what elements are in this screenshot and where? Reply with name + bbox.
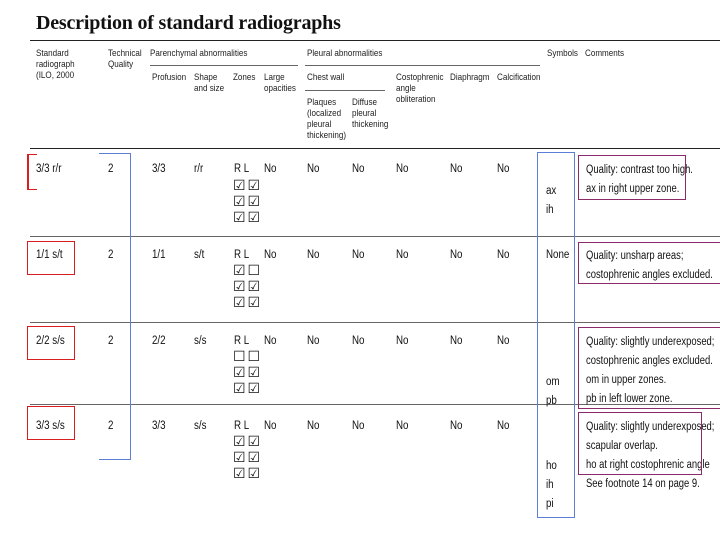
chest-wall-rule <box>305 90 385 91</box>
header-shape-size: Shape and size <box>194 72 225 94</box>
standard-cell: 3/3 s/s <box>36 420 65 432</box>
highlight-bracket-quality <box>99 153 131 460</box>
highlight-box-standard-3 <box>27 326 75 360</box>
header-parenchymal: Parenchymal abnormalities <box>150 48 248 59</box>
zone-checkboxes: ☐☐ ☑☑ ☑☑ <box>233 349 263 397</box>
quality-cell: 2 <box>108 420 114 432</box>
comments-cell: Quality: slightly underexposed; scapular overlap. ho at right costophrenic angle See footnote 14 on page 9. <box>586 421 715 490</box>
shape-cell: r/r <box>194 163 204 175</box>
calc-cell: No <box>497 420 510 432</box>
quality-cell: 2 <box>108 335 114 347</box>
diffuse-cell: No <box>352 335 365 347</box>
header-zones: Zones <box>233 72 256 83</box>
header-symbols: Symbols <box>547 48 578 59</box>
row-divider-2 <box>30 322 720 323</box>
header-diffuse: Diffuse pleural thickening <box>352 97 389 130</box>
costo-cell: No <box>396 249 409 261</box>
comments-cell: Quality: contrast too high. ax in right upper zone. <box>586 164 693 195</box>
highlight-box-standard-4 <box>27 406 75 440</box>
rl-label: R L <box>234 249 250 261</box>
symbols-cell: ho ih pi <box>546 460 557 510</box>
large-cell: No <box>264 420 277 432</box>
quality-cell: 2 <box>108 249 114 261</box>
header-profusion: Profusion <box>152 72 187 83</box>
pleural-rule <box>305 65 540 66</box>
zone-checkboxes: ☑☐ ☑☑ ☑☑ <box>233 263 263 311</box>
rl-label: R L <box>234 335 250 347</box>
highlight-box-comment-1 <box>578 155 686 200</box>
profusion-cell: 2/2 <box>152 335 166 347</box>
highlight-box-standard-2 <box>27 241 75 275</box>
large-cell: No <box>264 249 277 261</box>
large-cell: No <box>264 335 277 347</box>
comments-cell: Quality: unsharp areas; costophrenic angles excluded. <box>586 250 713 281</box>
large-cell: No <box>264 163 277 175</box>
zone-checkboxes: ☑☑ ☑☑ ☑☑ <box>233 178 263 226</box>
header-standard: Standard radiograph (ILO, 2000 <box>36 48 75 81</box>
plaques-cell: No <box>307 335 320 347</box>
header-bottom-rule <box>30 148 720 149</box>
page-title: Description of standard radiographs <box>36 12 341 34</box>
diffuse-cell: No <box>352 249 365 261</box>
parenchymal-rule <box>150 65 298 66</box>
header-diaphragm: Diaphragm <box>450 72 490 83</box>
header-costophrenic: Costophrenic angle obliteration <box>396 72 444 105</box>
header-chest-wall: Chest wall <box>307 72 345 83</box>
comments-cell: Quality: slightly underexposed; costophrenic angles excluded. om in upper zones. pb in left lower zone. <box>586 336 715 405</box>
plaques-cell: No <box>307 420 320 432</box>
diffuse-cell: No <box>352 420 365 432</box>
zone-checkboxes: ☑☑ ☑☑ ☑☑ <box>233 434 263 482</box>
quality-cell: 2 <box>108 163 114 175</box>
highlight-box-comment-4 <box>578 412 702 475</box>
diaphragm-cell: No <box>450 163 463 175</box>
header-plaques: Plaques (localized pleural thickening) <box>307 97 347 141</box>
highlight-box-comment-2 <box>578 242 720 284</box>
shape-cell: s/s <box>194 420 207 432</box>
header-calcification: Calcification <box>497 72 541 83</box>
calc-cell: No <box>497 163 510 175</box>
header-comments: Comments <box>585 48 625 59</box>
header-pleural: Pleural abnormalities <box>307 48 383 59</box>
calc-cell: No <box>497 335 510 347</box>
diffuse-cell: No <box>352 163 365 175</box>
costo-cell: No <box>396 335 409 347</box>
header-technical-quality: Technical Quality <box>108 48 142 70</box>
standard-cell: 2/2 s/s <box>36 335 65 347</box>
plaques-cell: No <box>307 249 320 261</box>
shape-cell: s/t <box>194 249 205 261</box>
shape-cell: s/s <box>194 335 207 347</box>
profusion-cell: 3/3 <box>152 420 166 432</box>
rl-label: R L <box>234 163 250 175</box>
highlight-box-symbols <box>537 152 575 518</box>
row-divider-1 <box>30 236 720 237</box>
symbols-cell: ax ih <box>546 185 557 216</box>
plaques-cell: No <box>307 163 320 175</box>
symbols-cell: None <box>546 249 570 261</box>
symbols-cell: om pb <box>546 376 560 407</box>
header-top-rule <box>30 40 720 41</box>
highlight-box-standard-1 <box>27 154 37 190</box>
standard-cell: 3/3 r/r <box>36 163 62 175</box>
calc-cell: No <box>497 249 510 261</box>
header-large-opacities: Large opacities <box>264 72 296 94</box>
costo-cell: No <box>396 420 409 432</box>
diaphragm-cell: No <box>450 249 463 261</box>
diaphragm-cell: No <box>450 335 463 347</box>
standard-cell: 1/1 s/t <box>36 249 63 261</box>
highlight-box-comment-3 <box>578 327 720 409</box>
profusion-cell: 3/3 <box>152 163 166 175</box>
profusion-cell: 1/1 <box>152 249 166 261</box>
costo-cell: No <box>396 163 409 175</box>
rl-label: R L <box>234 420 250 432</box>
diaphragm-cell: No <box>450 420 463 432</box>
